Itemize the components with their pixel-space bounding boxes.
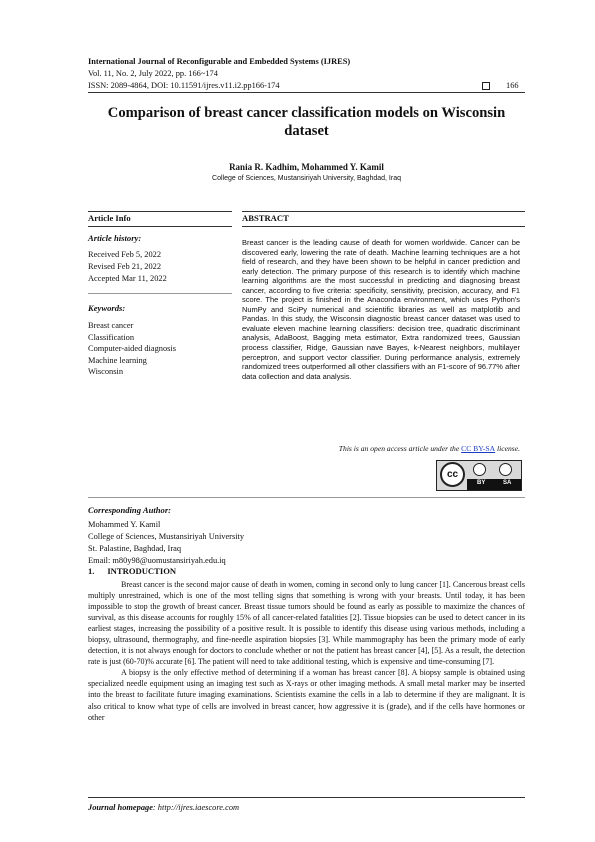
abstract-heading: ABSTRACT (242, 213, 289, 223)
header-rule (88, 92, 525, 93)
section-heading-introduction: 1. INTRODUCTION (88, 566, 177, 576)
cc-by-label: BY (477, 480, 486, 486)
abstract-heading-rule (242, 226, 525, 227)
accepted-date: Accepted Mar 11, 2022 (88, 274, 167, 283)
journal-volume: Vol. 11, No. 2, July 2022, pp. 166~174 (88, 69, 218, 78)
revised-date: Revised Feb 21, 2022 (88, 262, 162, 271)
article-history-heading: Article history: (88, 233, 142, 243)
cc-strip (467, 479, 521, 490)
article-info-top-rule (88, 211, 232, 212)
intro-body (88, 579, 525, 723)
intro-paragraph: A biopsy is the only effective method of determining if a woman has breast cancer [8]. A biopsy sample is obtained using specialized needle equipment using an imaging test such as X-rays or other imaging methods. A small metal marker may be inserted into the breast to facilitate future imaging examinations. Scientists examine the cells in a lab to determine if they are malignant. It is also critical to know what type of cells are involved in breast cancer, how aggressive it is (grade), and if the cells have hormones or other (88, 668, 525, 722)
paper-affiliation: College of Sciences, Mustansiriyah University, Baghdad, Iraq (212, 175, 401, 182)
cc-by-sa-link[interactable]: CC BY-SA (461, 444, 496, 453)
corresponding-name: Mohammed Y. Kamil (88, 520, 161, 529)
abstract-text: Breast cancer is the leading cause of death for women worldwide. Cancer can be discovered early, lowering the rate of death. Machine learning techniques are a hot field of research, and they have been shown to be helpful in cancer prediction and early detection. The primary purpose of this research is to identify which machine learning algorithms are the most successful in predicting and diagnosing breast cancer, according to five criteria: specificity, sensitivity, precision, accuracy, and F1 score. The project is finished in the Anaconda environment, which uses Python's NumPy and SciPy numerical and scientific libraries as well as matplotlib and Pandas. In this study, the Wisconsin diagnostic breast cancer dataset was used to evaluate eleven machine learning classifiers: decision tree, quadratic discriminant analysis, AdaBoost, Bagging meta estimator, Extra randomized trees, Gaussian process classifier, Ridge, Gaussian nave Bayes, k-Nearest neighbors, multilayer perceptron, and support vector classifier. During performance analysis, extremely randomized trees outperformed all other classifiers with an F1-score of 96.77% after data collection and data analysis. (242, 238, 520, 381)
paper-title (88, 104, 525, 140)
article-info-heading: Article Info (88, 213, 131, 223)
keywords-heading: Keywords: (88, 303, 126, 313)
journal-issn-doi: ISSN: 2089-4864, DOI: 10.11591/ijres.v11.i2.pp166-174 (88, 81, 280, 90)
square-bullet-icon (482, 82, 490, 90)
license-statement (242, 444, 520, 453)
cc-sa-label: SA (503, 480, 512, 486)
keyword-item: Breast cancer (88, 321, 134, 330)
footer-rule (88, 797, 525, 798)
journal-name: International Journal of Reconfigurable and Embedded Systems (IJRES) (88, 57, 351, 66)
keyword-item: Classification (88, 332, 135, 342)
keyword-item: Wisconsin (88, 367, 124, 376)
keyword-item: Machine learning (88, 355, 147, 365)
corresponding-heading: Corresponding Author: (88, 505, 172, 515)
corresponding-email: Email: m80y98@uomustansiriyah.edu.iq (88, 556, 226, 565)
cc-sharealike-icon (499, 463, 512, 476)
paper-authors: Rania R. Kadhim, Mohammed Y. Kamil (229, 162, 384, 172)
abstract-bottom-rule (88, 497, 525, 498)
cc-logo-icon: cc (440, 462, 465, 487)
keyword-item: Computer-aided diagnosis (88, 344, 176, 353)
journal-homepage-url[interactable]: : http://ijres.iaescore.com (152, 803, 240, 812)
intro-paragraph: Breast cancer is the second major cause of death in women, coming in second only to lung cancer [1]. Cancerous breast cells multiply unrestrained, which is one of the most telling signs that something is wrong with your breasts. Until today, it has been impossible to stop the growth of breast cancer. Breast tissue tumors should be found as early as possible to maximize the chances of survival, as this disease accounts for roughly 15% of all cancer-related fatalities [2]. Tissue biopsies can be used to detect cancer in its earliest stages, increasing the possibility of a positive result. It is possible to identify this disease using various methods, including a biopsy, ultrasound, thermography, and fine-needle aspiration biopsies [3]. While mammography has been the primary mode of early detection, it is not always enough for doctors to conclude whether or not the patient has breast cancer [4], [5]. As a result, the detection rate is just (60-70)% accurate [6]. The patient will need to take additional testing, which is expensive and time-consuming [7]. (88, 580, 525, 667)
corresponding-college: College of Sciences, Mustansiriyah University (88, 532, 245, 541)
journal-homepage (88, 803, 239, 812)
cc-license-badge[interactable] (436, 460, 522, 491)
paper-title-line1: Comparison of breast cancer classification models on Wisconsin (107, 105, 506, 121)
abstract-top-rule (242, 211, 525, 212)
received-date: Received Feb 5, 2022 (88, 250, 162, 259)
keywords-rule (88, 293, 232, 294)
corresponding-address: St. Palastine, Baghdad, Iraq (88, 544, 182, 553)
keyword-list (88, 320, 176, 378)
cc-attribution-icon (473, 463, 486, 476)
license-prefix: This is an open access article under the (338, 444, 462, 453)
license-suffix: license. (495, 444, 520, 453)
journal-homepage-label: Journal homepage (88, 803, 153, 812)
paper-title-line2: dataset (284, 123, 329, 139)
page-number: 166 (506, 81, 519, 90)
article-info-heading-rule (88, 226, 232, 227)
